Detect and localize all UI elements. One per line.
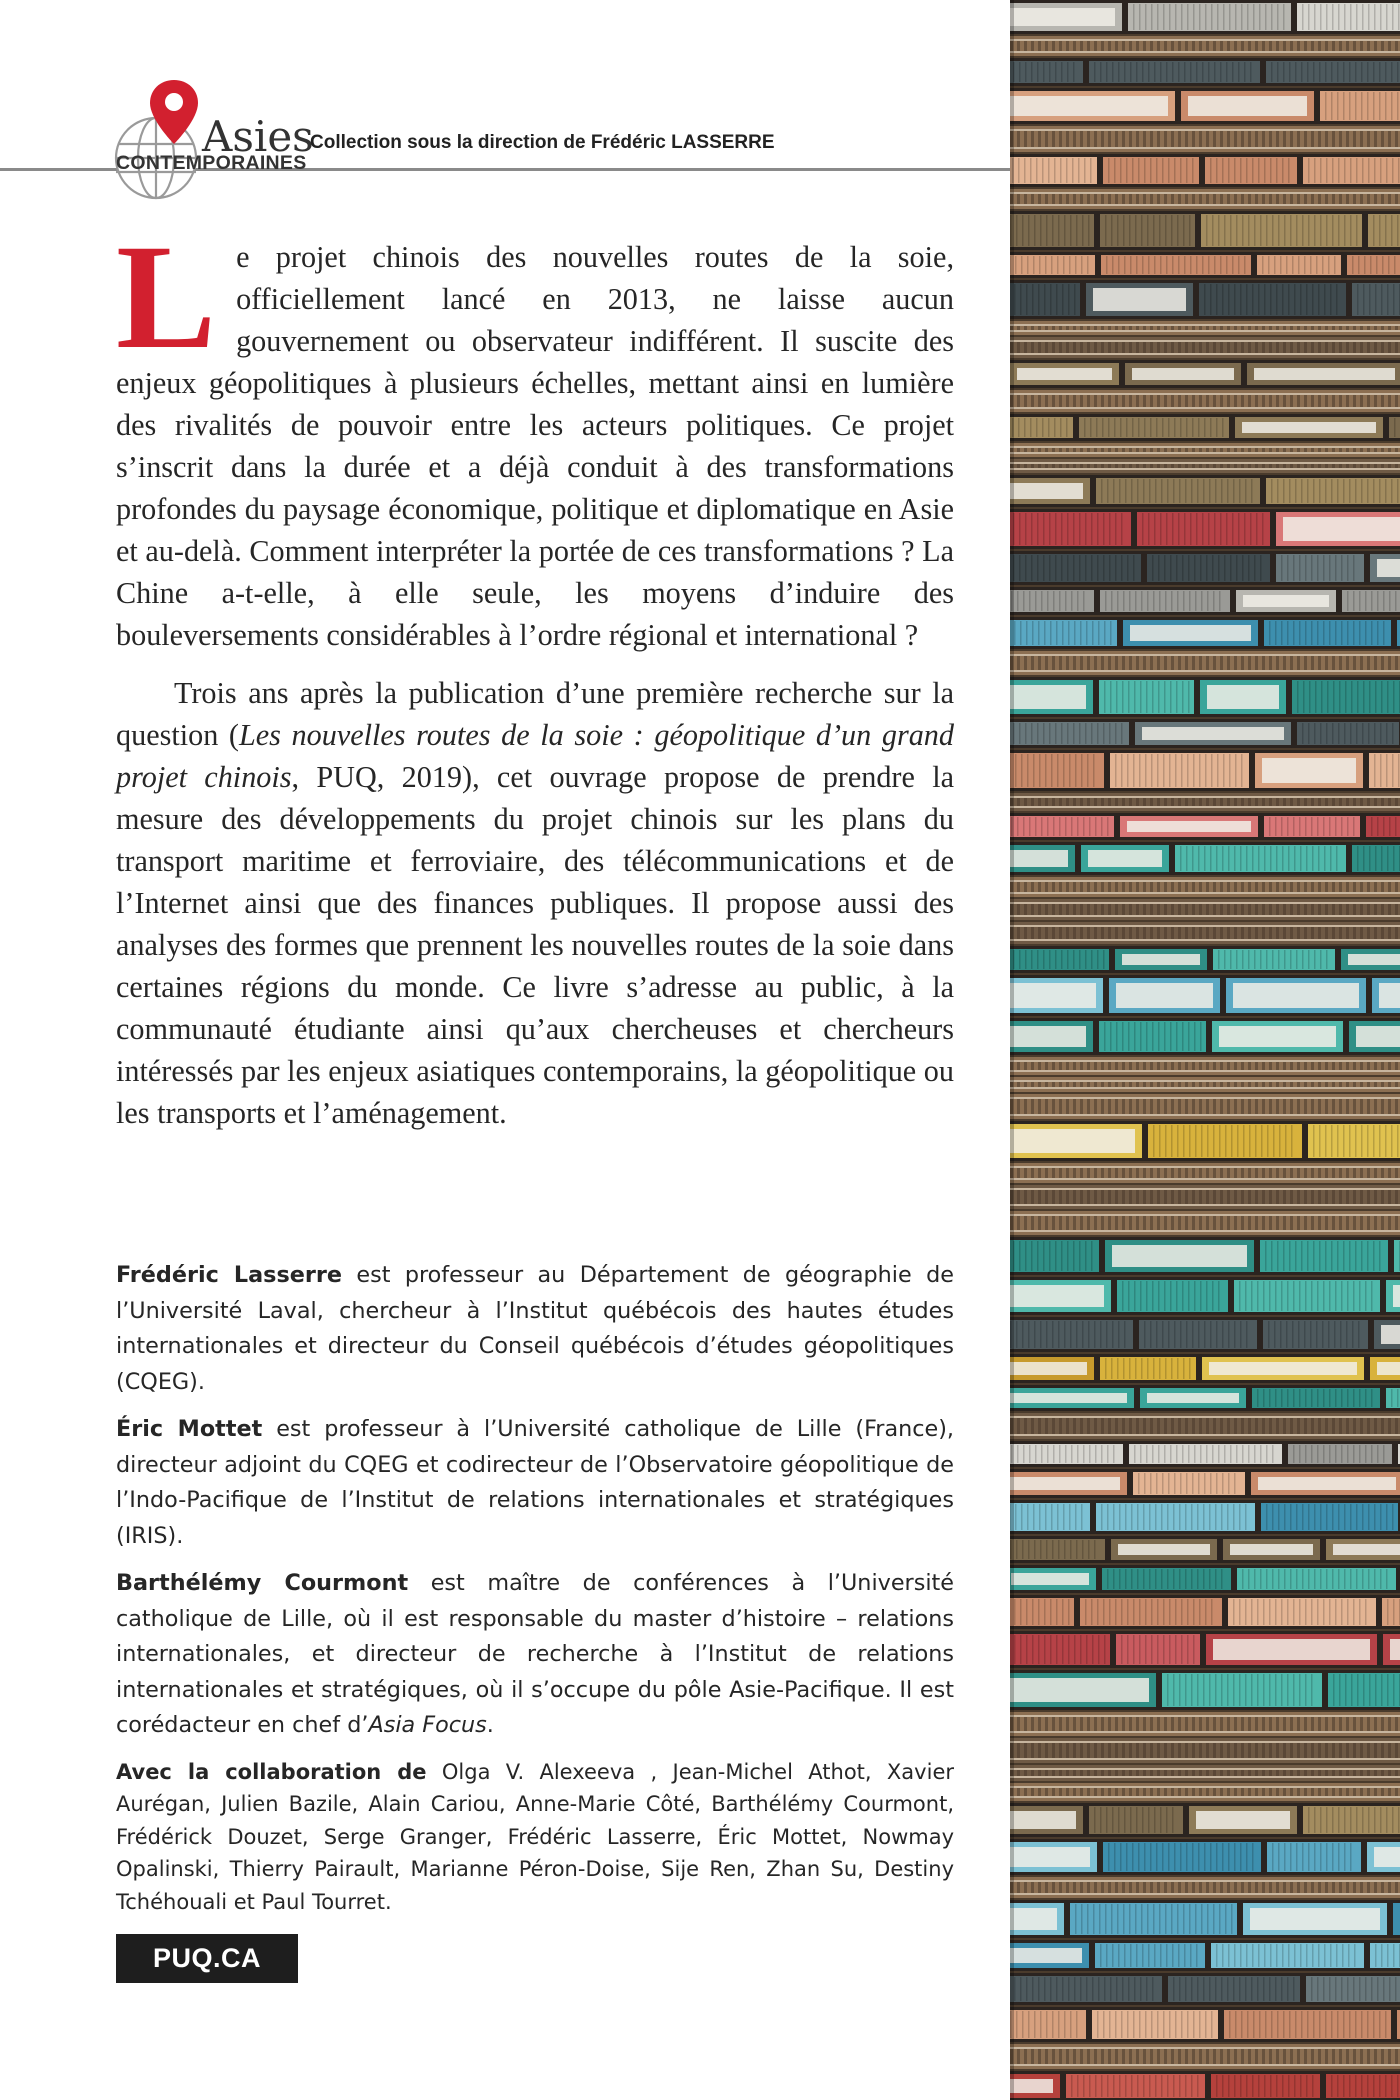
collection-header: [0, 78, 1010, 208]
logo-contemporaines-text: CONTEMPORAINES: [116, 152, 307, 174]
bio-text: est maître de conférences à l’Université catholique de Lille, où il est responsable du master d’histoire – relations internationales, et directeur de recherche à l’Institut de relations internationales et stratégiques, où il s’occupe du pôle Asie-Pacifique. Il est corédacteur en chef d’: [116, 1570, 954, 1738]
bio-courmont: [116, 1566, 954, 1744]
collaborators-names: Olga V. Alexeeva , Jean-Michel Athot, Xavier Aurégan, Julien Bazile, Alain Cariou, Anne-Marie Côté, Barthélémy Courmont, Frédérick Douzet, Serge Granger, Frédéric Lasserre, Éric Mottet, Nowmay Opalinski, Thierry Pairault, Marianne Péron-Doise, Sije Ren, Zhan Su, Destiny Tchéhouali et Paul Tourret.: [116, 1759, 954, 1914]
drop-cap: L: [116, 214, 217, 380]
author-name: Barthélémy Courmont: [116, 1570, 409, 1596]
summary-paragraph-2-start: Trois ans après la publication d’une première recherche sur la question (: [116, 676, 954, 752]
bio-text: est professeur au Département de géographie de l’Université Laval, chercheur à l’Institut québécois des hautes études internationales et directeur du Conseil québécois d’études géopolitiques (CQEG).: [116, 1262, 954, 1395]
train-yard-image: [1010, 0, 1400, 2100]
author-bios: [116, 1258, 954, 1930]
logo-asies-text: Asies: [202, 112, 314, 161]
summary-paragraph-2: [116, 672, 954, 1134]
bio-mottet: [116, 1412, 954, 1554]
collection-director-line: Collection sous la direction de Frédéric LASSERRE: [310, 132, 775, 153]
summary-paragraph-2-rest: , PUQ, 2019), cet ouvrage propose de prendre la mesure des développements du projet chinois sur les plans du transport maritime et ferroviaire, des télécommunications et de l’Internet ainsi que des finances publiques. Il propose aussi des analyses des formes que prennent les nouvelles routes de la soie dans certaines régions du monde. Ce livre s’adresse au public, à la communauté étudiante ainsi qu’aux chercheuses et chercheurs intéressés par les enjeux asiatiques contemporains, la géopolitique ou les transports et l’aménagement.: [116, 760, 954, 1130]
train-yard-photo: [1010, 0, 1400, 2100]
author-name: Frédéric Lasserre: [116, 1262, 342, 1288]
bio-lasserre: [116, 1258, 954, 1400]
collaborators-label: Avec la collaboration de: [116, 1759, 427, 1784]
bio-text-end: .: [486, 1712, 494, 1738]
book-summary: [116, 214, 954, 1134]
author-name: Éric Mottet: [116, 1416, 263, 1442]
collection-logo: [112, 78, 314, 200]
cited-book-title: Les nouvelles routes de la soie : géopolitique d’un grand projet chinois: [116, 718, 954, 794]
collaborators: [116, 1756, 954, 1919]
summary-paragraph-1: [116, 214, 954, 656]
journal-title: Asia Focus: [368, 1712, 487, 1738]
publisher-website-badge[interactable]: PUQ.CA: [116, 1934, 298, 1983]
summary-paragraph-1-text: e projet chinois des nouvelles routes de la soie, officiellement lancé en 2013, ne laisse aucun gouvernement ou observateur indifférent. Il suscite des enjeux géopolitiques à plusieurs échelles, mettant ainsi en lumière des rivalités de pouvoir entre les acteurs politiques. Ce projet s’inscrit dans la durée et a déjà conduit à des transformations profondes du paysage économique, politique et diplomatique en Asie et au-delà. Comment interpréter la portée de ces transformations ? La Chine a-t-elle, à elle seule, les moyens d’induire des bouleversements considérables à l’ordre régional et international ?: [116, 240, 954, 652]
bio-text: est professeur à l’Université catholique de Lille (France), directeur adjoint du CQEG et codirecteur de l’Observatoire géopolitique de l’Indo-Pacifique de l’Institut de relations internationales et stratégiques (IRIS).: [116, 1416, 954, 1549]
